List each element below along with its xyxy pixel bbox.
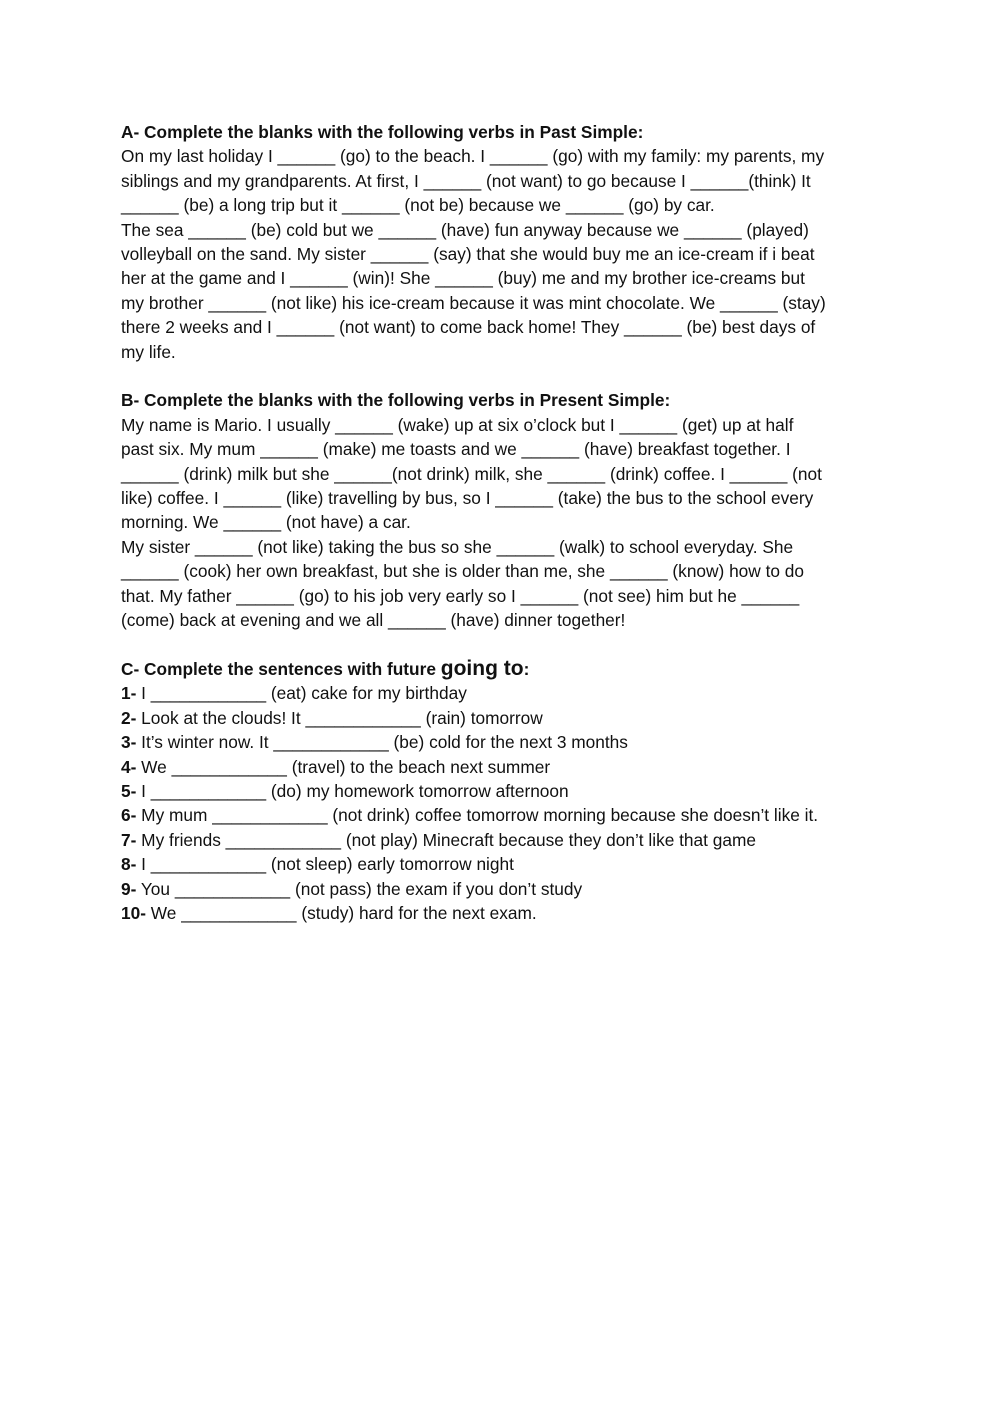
section-a-heading: A- Complete the blanks with the following verbs in Past Simple: xyxy=(121,122,644,142)
exercise-item xyxy=(121,852,886,876)
item-text: I ____________ (not sleep) early tomorrow night xyxy=(136,854,514,875)
section-a-line: my life. xyxy=(121,341,176,362)
item-number: 6- xyxy=(121,805,137,826)
item-number: 1- xyxy=(121,683,137,704)
exercise-item xyxy=(121,877,886,901)
section-c xyxy=(121,657,886,925)
section-a-line: my brother ______ (not like) his ice-cream because it was mint chocolate. We ______ (stay) xyxy=(121,292,826,313)
item-number: 5- xyxy=(121,780,137,801)
section-b-line: My name is Mario. I usually ______ (wake) up at six o’clock but I ______ (get) up at half xyxy=(121,414,794,435)
exercise-item xyxy=(121,828,886,852)
section-c-heading xyxy=(121,657,886,681)
section-b-line: that. My father ______ (go) to his job very early so I ______ (not see) him but he ______ xyxy=(121,585,800,606)
section-c-heading-end: : xyxy=(523,658,530,679)
section-a-line: siblings and my grandparents. At first, I ______ (not want) to go because I ______(think) It xyxy=(121,170,811,191)
exercise-item xyxy=(121,730,886,754)
item-number: 4- xyxy=(121,756,137,777)
section-b-line: like) coffee. I ______ (like) travelling by bus, so I ______ (take) the bus to the school every xyxy=(121,488,814,509)
section-b-line: ______ (cook) her own breakfast, but she is older than me, she ______ (know) how to do xyxy=(121,561,805,582)
item-number: 2- xyxy=(121,707,137,728)
exercise-item xyxy=(121,681,886,705)
worksheet xyxy=(121,120,886,925)
section-b-line: ______ (drink) milk but she ______(not drink) milk, she ______ (drink) coffee. I ______ (not xyxy=(121,463,822,484)
item-text: Look at the clouds! It ____________ (rain) tomorrow xyxy=(136,707,543,728)
section-b-line: My sister ______ (not like) taking the bus so she ______ (walk) to school everyday. She xyxy=(121,536,794,557)
item-text: I ____________ (do) my homework tomorrow afternoon xyxy=(136,780,569,801)
section-spacer xyxy=(121,633,886,657)
item-text: We ____________ (study) hard for the next exam. xyxy=(145,902,537,923)
section-spacer xyxy=(121,364,886,388)
item-text: It’s winter now. It ____________ (be) cold for the next 3 months xyxy=(136,732,628,753)
item-number: 8- xyxy=(121,854,137,875)
section-c-heading-emphasis: going to xyxy=(440,656,524,680)
section-c-heading-start: C- Complete the sentences with future xyxy=(121,658,441,679)
section-b xyxy=(121,388,886,632)
exercise-item xyxy=(121,779,886,803)
exercise-item xyxy=(121,706,886,730)
exercise-item xyxy=(121,901,886,925)
section-b-line: (come) back at evening and we all ______ (have) dinner together! xyxy=(121,610,626,631)
section-a-line: volleyball on the sand. My sister ______ (say) that she would buy me an ice-cream if i beat xyxy=(121,244,815,265)
item-number: 10- xyxy=(121,902,146,923)
section-a-line: The sea ______ (be) cold but we ______ (have) fun anyway because we ______ (played) xyxy=(121,219,809,240)
item-number: 3- xyxy=(121,732,137,753)
item-number: 9- xyxy=(121,878,137,899)
section-a-line: her at the game and I ______ (win)! She ______ (buy) me and my brother ice-creams but xyxy=(121,268,805,289)
section-b-heading: B- Complete the blanks with the following verbs in Present Simple: xyxy=(121,390,671,411)
section-a-line: ______ (be) a long trip but it ______ (not be) because we ______ (go) by car. xyxy=(121,195,715,216)
exercise-item xyxy=(121,803,886,827)
item-text: You ____________ (not pass) the exam if you don’t study xyxy=(136,878,583,899)
item-text: My mum ____________ (not drink) coffee tomorrow morning because she doesn’t like it. xyxy=(136,805,819,826)
section-b-line: past six. My mum ______ (make) me toasts and we ______ (have) breakfast together. I xyxy=(121,439,791,460)
section-a-line: there 2 weeks and I ______ (not want) to come back home! They ______ (be) best days of xyxy=(121,317,816,338)
section-a xyxy=(121,120,886,364)
section-b-line: morning. We ______ (not have) a car. xyxy=(121,512,411,533)
exercise-item xyxy=(121,755,886,779)
section-a-line: On my last holiday I ______ (go) to the beach. I ______ (go) with my family: my parents, my xyxy=(121,146,825,167)
item-text: We ____________ (travel) to the beach next summer xyxy=(136,756,551,777)
item-text: My friends ____________ (not play) Minecraft because they don’t like that game xyxy=(136,829,756,850)
item-number: 7- xyxy=(121,829,137,850)
item-text: I ____________ (eat) cake for my birthday xyxy=(136,683,467,704)
